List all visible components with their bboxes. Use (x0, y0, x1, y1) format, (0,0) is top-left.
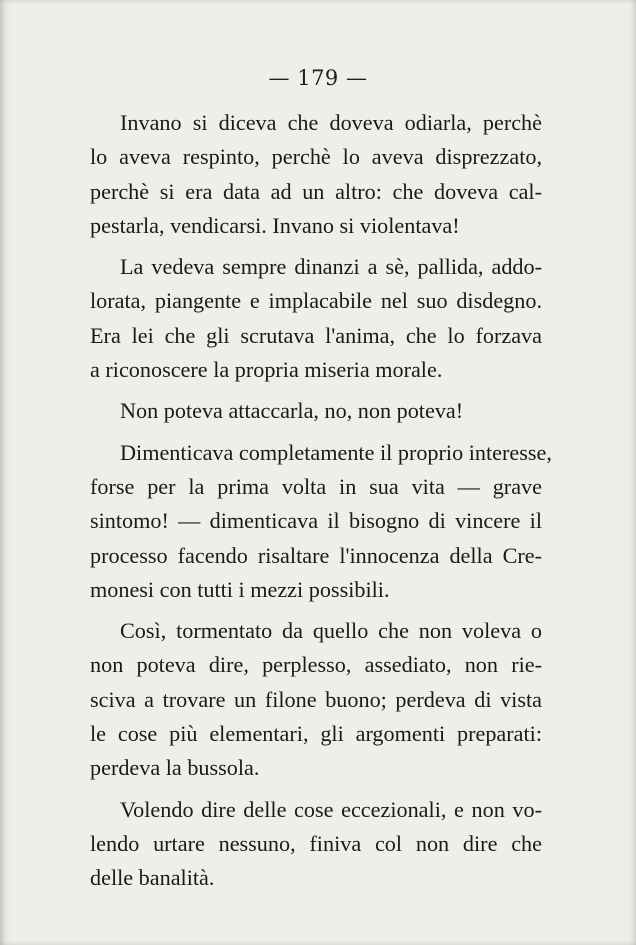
text-line: lo aveva respinto, perchè lo aveva disprezzato, (90, 144, 542, 170)
text-line: lendo urtare nessuno, finiva col non dire che (90, 830, 542, 856)
text-line: a riconoscere la propria miseria morale. (90, 357, 443, 383)
text-line: La vedeva sempre dinanzi a sè, pallida, addo- (120, 254, 542, 280)
paragraph (90, 394, 542, 428)
text-line: pestarla, vendicarsi. Invano si violentava! (90, 212, 460, 238)
text-line: perchè si era data ad un altro: che doveva cal- (90, 178, 542, 204)
text-line: monesi con tutti i mezzi possibili. (90, 576, 390, 602)
text-line: processo facendo risaltare l'innocenza della Cre- (90, 542, 542, 568)
paragraph (90, 793, 542, 896)
text-line: lorata, piangente e implacabile nel suo disdegno. (90, 288, 542, 314)
text-line: forse per la prima volta in sua vita — grave (90, 473, 542, 499)
paragraph (90, 614, 542, 785)
paragraph (90, 250, 542, 387)
text-line: Era lei che gli scrutava l'anima, che lo forzava (90, 322, 542, 348)
text-line: Dimenticava completamente il proprio interesse, (120, 439, 552, 465)
text-line: Così, tormentato da quello che non voleva o (120, 618, 542, 644)
text-line: sintomo! — dimenticava il bisogno di vincere il (90, 508, 542, 534)
paragraph (90, 106, 542, 243)
text-line: Volendo dire delle cose eccezionali, e non vo- (120, 796, 542, 822)
text-line: Non poteva attaccarla, no, non poteva! (120, 398, 464, 424)
text-line: le cose più elementari, gli argomenti preparati: (90, 721, 542, 747)
text-line: sciva a trovare un filone buono; perdeva di vista (90, 686, 542, 712)
text-line: non poteva dire, perplesso, assediato, non rie- (90, 652, 542, 678)
text-line: perdeva la bussola. (90, 755, 260, 781)
page-number-header: — 179 — (268, 66, 368, 90)
text-line: delle banalità. (90, 865, 215, 891)
paragraph (90, 436, 552, 607)
body-text (90, 106, 552, 903)
text-line: Invano si diceva che doveva odiarla, perchè (120, 110, 542, 135)
